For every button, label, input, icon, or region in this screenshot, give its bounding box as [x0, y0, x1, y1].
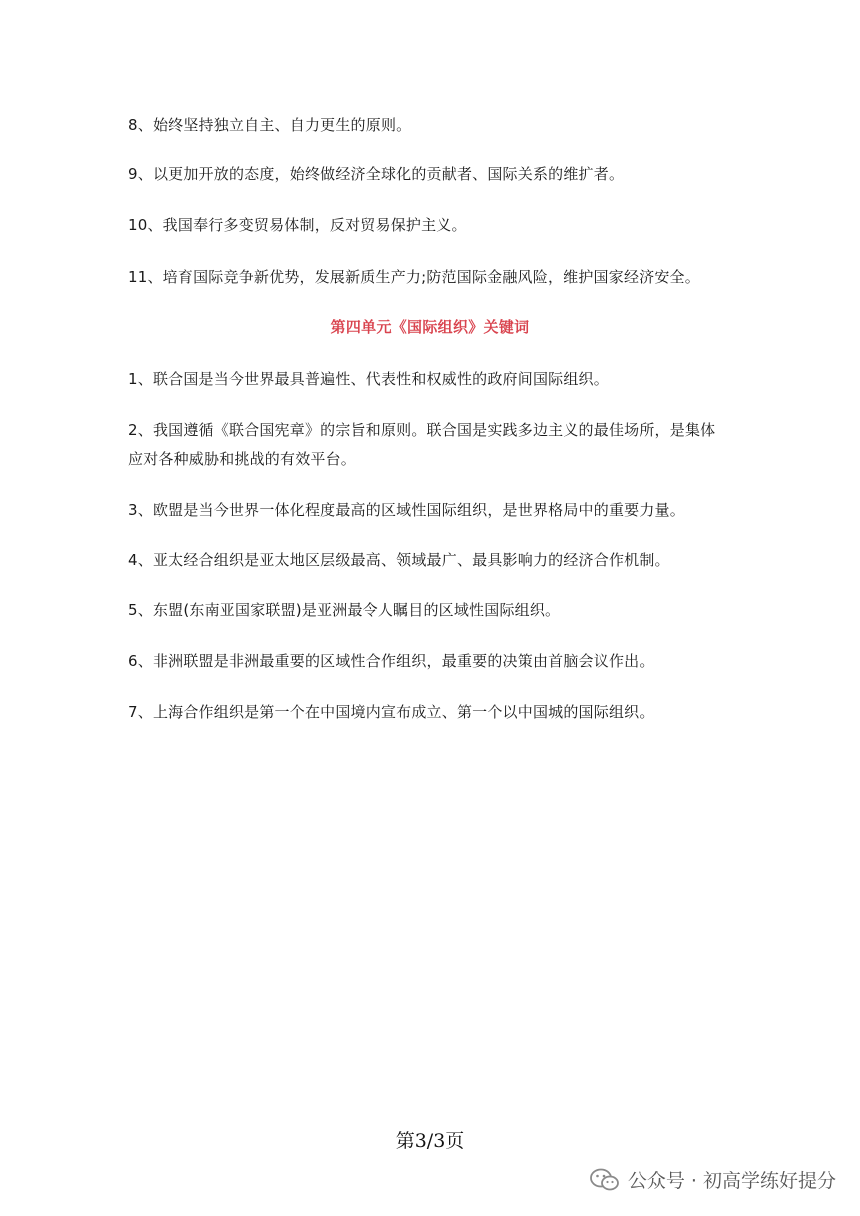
- list-item: 10、我国奉行多变贸易体制，反对贸易保护主义。: [128, 216, 467, 234]
- list-item: 8、始终坚持独立自主、自力更生的原则。: [128, 116, 412, 134]
- section-title: 第四单元《国际组织》关键词: [330, 318, 530, 336]
- list-item: 5、东盟(东南亚国家联盟)是亚洲最令人瞩目的区域性国际组织。: [128, 601, 561, 619]
- list-item: 1、联合国是当今世界最具普遍性、代表性和权威性的政府间国际组织。: [128, 370, 609, 388]
- watermark: [590, 1166, 836, 1193]
- list-item: 7、上海合作组织是第一个在中国境内宣布成立、第一个以中国城的国际组织。: [128, 703, 655, 721]
- watermark-text: 公众号 · 初高学练好提分: [627, 1170, 836, 1192]
- list-item: 9、以更加开放的态度，始终做经济全球化的贡献者、国际关系的维扩者。: [128, 165, 625, 183]
- list-item: 4、亚太经合组织是亚太地区层级最高、领域最广、最具影响力的经济合作机制。: [128, 551, 670, 569]
- list-item: 2、我国遵循《联合国宪章》的宗旨和原则。联合国是实践多边主义的最佳场所，是集体应对各种威胁和挑战的有效平台。: [128, 421, 716, 468]
- list-item: 11、培育国际竞争新优势，发展新质生产力;防范国际金融风险，维护国家经济安全。: [128, 268, 700, 286]
- list-item: 6、非洲联盟是非洲最重要的区域性合作组织，最重要的决策由首脑会议作出。: [128, 652, 655, 670]
- wechat-icon: [590, 1168, 620, 1192]
- page-number: 第3/3页: [395, 1130, 465, 1152]
- list-item: 3、欧盟是当今世界一体化程度最高的区域性国际组织，是世界格局中的重要力量。: [128, 501, 685, 519]
